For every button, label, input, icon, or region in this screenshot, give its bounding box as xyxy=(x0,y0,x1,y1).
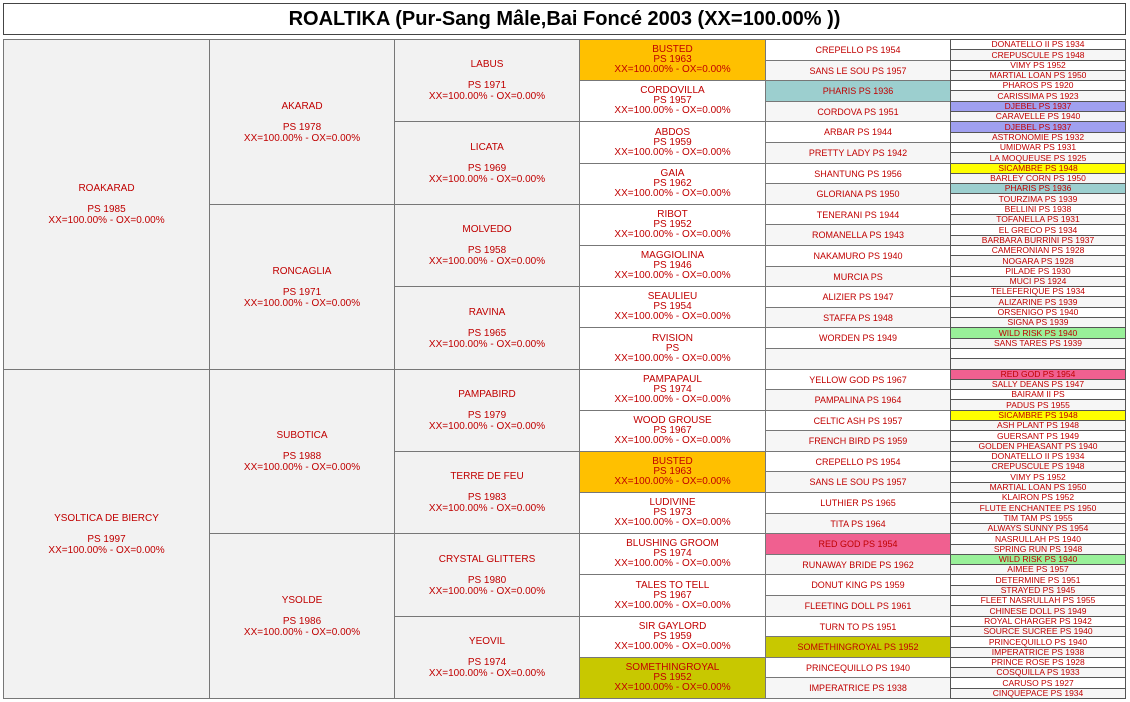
horse-cell-gen5[interactable] xyxy=(765,348,951,370)
horse-name: DJEBEL PS 1937 xyxy=(1004,101,1072,111)
horse-name: LICATA xyxy=(470,141,504,153)
horse-cell-gen4[interactable] xyxy=(579,286,766,328)
horse-name: DJEBEL PS 1937 xyxy=(1004,121,1072,132)
horse-name: CRYSTAL GLITTERS xyxy=(438,553,536,565)
horse-name: RVISION xyxy=(652,332,693,344)
horse-year: PS 1959 xyxy=(653,631,692,642)
horse-name: CARAVELLE PS 1940 xyxy=(995,111,1081,121)
horse-name: CAMERONIAN PS 1928 xyxy=(991,245,1085,255)
horse-percentage: XX=100.00% - OX=0.00% xyxy=(614,558,731,569)
horse-name: NASRULLAH PS 1940 xyxy=(995,533,1081,544)
horse-cell-gen4[interactable] xyxy=(579,369,766,411)
horse-percentage: XX=100.00% - OX=0.00% xyxy=(614,270,731,281)
horse-percentage: XX=100.00% - OX=0.00% xyxy=(243,297,361,309)
horse-year: PS 1962 xyxy=(653,178,692,189)
horse-name: LUTHIER PS 1965 xyxy=(820,498,896,508)
horse-cell-gen4[interactable] xyxy=(579,616,766,658)
horse-year: PS 1952 xyxy=(653,219,692,230)
horse-cell-gen1[interactable] xyxy=(3,369,210,699)
horse-cell-gen5[interactable] xyxy=(765,574,951,596)
horse-name: TERRE DE FEU xyxy=(450,471,524,482)
horse-year: PS 1952 xyxy=(653,672,692,683)
horse-name: EL GRECO PS 1934 xyxy=(998,224,1078,235)
horse-name: WILD RISK PS 1940 xyxy=(998,554,1078,564)
horse-name: PHARIS PS 1936 xyxy=(822,86,894,96)
horse-name: PHAROS PS 1920 xyxy=(1002,80,1074,90)
horse-name: GLORIANA PS 1950 xyxy=(816,189,900,199)
horse-name: ASTRONOMIE PS 1932 xyxy=(991,132,1085,142)
horse-name: MUCI PS 1924 xyxy=(1009,276,1067,286)
horse-year: PS 1971 xyxy=(282,286,322,298)
horse-name: LA MOQUEUSE PS 1925 xyxy=(989,152,1087,163)
horse-name: FRENCH BIRD PS 1959 xyxy=(808,436,908,446)
horse-name: ABDOS xyxy=(654,126,690,138)
horse-name: WORDEN PS 1949 xyxy=(818,333,898,343)
horse-percentage: XX=100.00% - OX=0.00% xyxy=(428,338,546,350)
horse-name: FLEETING DOLL PS 1961 xyxy=(804,601,912,611)
horse-year: PS 1988 xyxy=(282,451,322,462)
horse-cell-gen3[interactable] xyxy=(394,369,580,452)
horse-percentage: XX=100.00% - OX=0.00% xyxy=(614,311,731,322)
horse-name: RUNAWAY BRIDE PS 1962 xyxy=(802,559,914,570)
horse-name: PRETTY LADY PS 1942 xyxy=(808,148,908,158)
horse-name: ALIZIER PS 1947 xyxy=(822,292,894,302)
horse-percentage: XX=100.00% - OX=0.00% xyxy=(614,435,731,446)
horse-name: BUSTED xyxy=(652,44,693,55)
horse-cell-gen5[interactable] xyxy=(765,410,951,431)
horse-year: PS 1986 xyxy=(282,615,322,627)
horse-percentage: XX=100.00% - OX=0.00% xyxy=(243,132,361,144)
horse-name: NOGARA PS 1928 xyxy=(1002,255,1074,266)
horse-name: ALWAYS SUNNY PS 1954 xyxy=(987,523,1089,533)
horse-cell-gen5[interactable] xyxy=(765,245,951,267)
horse-name: DONATELLO II PS 1934 xyxy=(991,451,1085,461)
horse-cell-gen6[interactable] xyxy=(950,688,1126,699)
horse-name: SOMETHINGROYAL PS 1952 xyxy=(797,642,919,652)
horse-name: RONCAGLIA xyxy=(272,265,332,277)
horse-name: MARTIAL LOAN PS 1950 xyxy=(989,482,1087,492)
horse-name: TALES TO TELL xyxy=(635,579,710,591)
horse-percentage: XX=100.00% - OX=0.00% xyxy=(614,146,731,158)
horse-name: WOOD GROUSE xyxy=(633,415,712,426)
horse-name: TOURZIMA PS 1939 xyxy=(998,193,1078,204)
horse-name: ROAKARAD xyxy=(78,183,135,194)
horse-cell-gen4[interactable] xyxy=(579,657,766,699)
horse-name: AIMEE PS 1957 xyxy=(1007,564,1069,574)
horse-name: YSOLTICA DE BIERCY xyxy=(54,512,159,524)
horse-year: PS 1967 xyxy=(653,589,692,601)
horse-name: FLUTE ENCHANTEE PS 1950 xyxy=(979,502,1097,513)
horse-name: ROMANELLA PS 1943 xyxy=(811,230,905,240)
horse-year: PS 1974 xyxy=(653,384,692,395)
horse-cell-gen4[interactable] xyxy=(579,121,766,164)
horse-cell-gen5[interactable] xyxy=(765,163,951,184)
horse-percentage: XX=100.00% - OX=0.00% xyxy=(614,64,731,75)
horse-cell-gen5[interactable] xyxy=(765,39,951,61)
horse-name: SANS TARES PS 1939 xyxy=(993,338,1083,348)
horse-percentage: XX=100.00% - OX=0.00% xyxy=(614,641,731,652)
horse-cell-gen5[interactable] xyxy=(765,307,951,328)
horse-name: YELLOW GOD PS 1967 xyxy=(809,374,907,385)
horse-cell-gen1[interactable] xyxy=(3,39,210,370)
horse-cell-gen5[interactable] xyxy=(765,430,951,452)
horse-cell-gen3[interactable] xyxy=(394,616,580,699)
horse-name: LUDIVINE xyxy=(649,497,696,508)
horse-name: PADUS PS 1955 xyxy=(1006,399,1070,410)
horse-cell-gen5[interactable] xyxy=(765,369,951,390)
horse-name: SEAULIEU xyxy=(647,291,698,302)
horse-cell-gen4[interactable] xyxy=(579,574,766,617)
horse-name: TITA PS 1964 xyxy=(830,518,886,529)
horse-cell-gen5[interactable] xyxy=(765,60,951,81)
horse-name: MAGGIOLINA xyxy=(640,250,705,261)
horse-cell-gen5[interactable] xyxy=(765,533,951,555)
horse-percentage: XX=100.00% - OX=0.00% xyxy=(243,626,361,638)
horse-cell-gen5[interactable] xyxy=(765,327,951,349)
horse-name: CELTIC ASH PS 1957 xyxy=(813,415,903,426)
horse-percentage: XX=100.00% - OX=0.00% xyxy=(428,173,546,185)
horse-name: GOLDEN PHEASANT PS 1940 xyxy=(978,441,1098,451)
horse-name: VIMY PS 1952 xyxy=(1010,471,1066,482)
horse-name: UMIDWAR PS 1931 xyxy=(999,142,1077,152)
horse-percentage: XX=100.00% - OX=0.00% xyxy=(48,544,165,556)
horse-cell-gen5[interactable] xyxy=(765,451,951,472)
horse-cell-gen4[interactable] xyxy=(579,204,766,246)
horse-name: VIMY PS 1952 xyxy=(1010,60,1066,70)
horse-cell-gen5[interactable] xyxy=(765,204,951,225)
horse-name: RIBOT xyxy=(657,209,688,220)
horse-percentage: XX=100.00% - OX=0.00% xyxy=(428,668,546,679)
horse-cell-gen5[interactable] xyxy=(765,595,951,617)
horse-cell-gen5[interactable] xyxy=(765,657,951,678)
horse-percentage: XX=100.00% - OX=0.00% xyxy=(614,394,731,405)
horse-year: PS 1963 xyxy=(653,54,692,65)
horse-cell-gen3[interactable] xyxy=(394,451,580,534)
horse-percentage: XX=100.00% - OX=0.00% xyxy=(243,462,361,473)
horse-name: IMPERATRICE PS 1938 xyxy=(991,647,1085,657)
horse-name: MURCIA PS xyxy=(833,271,883,282)
horse-year: PS 1957 xyxy=(653,95,692,106)
horse-percentage: XX=100.00% - OX=0.00% xyxy=(428,585,546,597)
horse-year: PS 1971 xyxy=(467,80,507,91)
horse-cell-gen3[interactable] xyxy=(394,533,580,617)
horse-name: CINQUEPACE PS 1934 xyxy=(992,688,1084,698)
horse-year: PS 1963 xyxy=(653,466,692,477)
horse-name: TENERANI PS 1944 xyxy=(816,209,900,220)
horse-percentage: XX=100.00% - OX=0.00% xyxy=(428,256,546,267)
horse-name: ORSENIGO PS 1940 xyxy=(997,307,1079,317)
horse-percentage: XX=100.00% - OX=0.00% xyxy=(614,105,731,116)
horse-name: PILADE PS 1930 xyxy=(1005,266,1071,276)
horse-cell-gen3[interactable] xyxy=(394,204,580,287)
horse-year: PS 1974 xyxy=(653,548,692,559)
horse-name: COSQUILLA PS 1933 xyxy=(996,667,1080,677)
horse-name: CORDOVILLA xyxy=(640,85,705,96)
horse-name: CREPUSCULE PS 1948 xyxy=(991,461,1085,471)
horse-name: SICAMBRE PS 1948 xyxy=(998,410,1078,420)
horse-name: RED GOD PS 1954 xyxy=(818,539,898,549)
horse-name: BARBARA BURRINI PS 1937 xyxy=(981,235,1095,245)
horse-name: PRINCE ROSE PS 1928 xyxy=(991,657,1085,667)
horse-year: PS 1954 xyxy=(653,301,692,312)
horse-cell-gen5[interactable] xyxy=(765,224,951,246)
horse-name: PRINCEQUILLO PS 1940 xyxy=(988,636,1088,647)
horse-cell-gen3[interactable] xyxy=(394,39,580,122)
horse-name: DONATELLO II PS 1934 xyxy=(991,39,1085,49)
horse-name: PAMPAPAUL xyxy=(643,374,702,385)
horse-name: CORDOVA PS 1951 xyxy=(817,106,899,117)
horse-name: DETERMINE PS 1951 xyxy=(995,574,1081,585)
horse-name: PAMPABIRD xyxy=(458,389,516,400)
horse-cell-gen4[interactable] xyxy=(579,245,766,287)
horse-percentage: XX=100.00% - OX=0.00% xyxy=(614,229,731,240)
horse-percentage: XX=100.00% - OX=0.00% xyxy=(428,421,546,432)
horse-name: ROYAL CHARGER PS 1942 xyxy=(984,616,1092,626)
horse-year: PS 1965 xyxy=(467,327,507,339)
horse-cell-gen5[interactable] xyxy=(765,616,951,637)
horse-name: TOFANELLA PS 1931 xyxy=(996,214,1080,224)
horse-percentage: XX=100.00% - OX=0.00% xyxy=(428,91,546,102)
horse-cell-gen5[interactable] xyxy=(765,389,951,411)
horse-cell-gen5[interactable] xyxy=(765,636,951,658)
horse-year: PS 1946 xyxy=(653,260,692,271)
horse-name: TIM TAM PS 1955 xyxy=(1003,513,1073,523)
horse-name: FLEET NASRULLAH PS 1955 xyxy=(980,595,1096,605)
horse-name: CHINESE DOLL PS 1949 xyxy=(989,605,1087,616)
horse-name: TELEFERIQUE PS 1934 xyxy=(990,286,1085,296)
horse-cell-gen5[interactable] xyxy=(765,554,951,575)
horse-cell-gen5[interactable] xyxy=(765,101,951,122)
horse-name: CREPELLO PS 1954 xyxy=(815,456,901,467)
horse-name: IMPERATRICE PS 1938 xyxy=(809,683,907,693)
horse-name: SICAMBRE PS 1948 xyxy=(998,163,1078,173)
horse-cell-gen4[interactable] xyxy=(579,39,766,81)
horse-name: RAVINA xyxy=(468,306,506,318)
horse-name: BAIRAM II PS xyxy=(1011,389,1065,399)
horse-year: PS 1980 xyxy=(467,574,507,586)
horse-cell-gen5[interactable] xyxy=(765,183,951,205)
horse-name: MARTIAL LOAN PS 1950 xyxy=(989,70,1087,80)
horse-cell-gen5[interactable] xyxy=(765,121,951,143)
horse-year: PS 1985 xyxy=(87,204,126,215)
horse-year: PS 1974 xyxy=(467,657,507,668)
horse-name: SANS LE SOU PS 1957 xyxy=(809,477,907,487)
horse-name: BELLINI PS 1938 xyxy=(1004,204,1072,214)
horse-year: PS 1969 xyxy=(467,162,507,174)
horse-percentage: XX=100.00% - OX=0.00% xyxy=(614,682,731,693)
horse-name: BARLEY CORN PS 1950 xyxy=(990,173,1086,183)
horse-percentage: XX=100.00% - OX=0.00% xyxy=(428,503,546,514)
horse-name: PRINCEQUILLO PS 1940 xyxy=(805,662,911,673)
horse-year: PS xyxy=(665,342,680,354)
horse-name: BUSTED xyxy=(652,456,693,467)
horse-cell-gen2[interactable] xyxy=(209,533,395,699)
horse-name: PHARIS PS 1936 xyxy=(1004,183,1072,193)
horse-cell-gen2[interactable] xyxy=(209,204,395,370)
horse-cell-gen5[interactable] xyxy=(765,80,951,102)
horse-percentage: XX=100.00% - OX=0.00% xyxy=(48,215,165,226)
horse-cell-gen4[interactable] xyxy=(579,327,766,370)
horse-percentage: XX=100.00% - OX=0.00% xyxy=(614,517,731,528)
horse-name: SHANTUNG PS 1956 xyxy=(814,168,902,179)
horse-name: PAMPALINA PS 1964 xyxy=(814,395,902,405)
horse-cell-gen4[interactable] xyxy=(579,451,766,493)
horse-percentage: XX=100.00% - OX=0.00% xyxy=(614,188,731,199)
horse-cell-gen5[interactable] xyxy=(765,513,951,534)
horse-year: PS 1983 xyxy=(467,492,507,503)
horse-name: ASH PLANT PS 1948 xyxy=(996,420,1080,430)
horse-name: STAFFA PS 1948 xyxy=(823,312,893,323)
horse-name: SANS LE SOU PS 1957 xyxy=(809,65,907,76)
horse-cell-gen4[interactable] xyxy=(579,410,766,452)
horse-cell-gen4[interactable] xyxy=(579,80,766,122)
horse-name: SOURCE SUCREE PS 1940 xyxy=(983,626,1093,636)
horse-cell-gen5[interactable] xyxy=(765,142,951,164)
horse-name: YSOLDE xyxy=(281,594,323,606)
horse-name: SOMETHINGROYAL xyxy=(625,662,720,673)
horse-cell-gen4[interactable] xyxy=(579,163,766,205)
horse-cell-gen5[interactable] xyxy=(765,266,951,287)
horse-year: PS 1973 xyxy=(653,507,692,518)
horse-cell-gen4[interactable] xyxy=(579,533,766,575)
horse-name: SIGNA PS 1939 xyxy=(1007,317,1069,327)
horse-cell-gen5[interactable] xyxy=(765,471,951,493)
horse-name: CREPUSCULE PS 1948 xyxy=(991,49,1085,60)
horse-cell-gen3[interactable] xyxy=(394,286,580,370)
horse-name: YEOVIL xyxy=(468,636,506,647)
horse-cell-gen2[interactable] xyxy=(209,369,395,534)
horse-cell-gen4[interactable] xyxy=(579,492,766,534)
horse-name: CARUSO PS 1927 xyxy=(1002,677,1074,688)
horse-name: MOLVEDO xyxy=(462,224,512,235)
horse-name: STRAYED PS 1945 xyxy=(1000,585,1076,595)
horse-percentage: XX=100.00% - OX=0.00% xyxy=(614,352,731,364)
horse-name: SIR GAYLORD xyxy=(638,621,707,632)
horse-cell-gen2[interactable] xyxy=(209,39,395,205)
horse-cell-gen5[interactable] xyxy=(765,492,951,514)
horse-year: PS 1967 xyxy=(653,425,692,436)
horse-name: ARBAR PS 1944 xyxy=(823,127,893,137)
horse-year: PS 1958 xyxy=(467,245,507,256)
horse-name: SPRING RUN PS 1948 xyxy=(993,544,1083,554)
horse-name: WILD RISK PS 1940 xyxy=(998,327,1078,338)
horse-cell-gen3[interactable] xyxy=(394,121,580,205)
horse-percentage: XX=100.00% - OX=0.00% xyxy=(614,476,731,487)
horse-name: LABUS xyxy=(470,59,504,70)
horse-name: SALLY DEANS PS 1947 xyxy=(991,379,1085,389)
horse-name: ALIZARINE PS 1939 xyxy=(998,296,1078,307)
horse-cell-gen5[interactable] xyxy=(765,677,951,699)
horse-year: PS 1979 xyxy=(467,410,507,421)
horse-name: GUERSANT PS 1949 xyxy=(996,430,1080,441)
horse-name: KLAIRON PS 1952 xyxy=(1001,492,1075,502)
horse-name: BLUSHING GROOM xyxy=(626,538,719,549)
horse-year: PS 1997 xyxy=(87,533,126,545)
horse-name: DONUT KING PS 1959 xyxy=(811,580,905,590)
horse-year: PS 1978 xyxy=(282,121,322,133)
horse-name: NAKAMURO PS 1940 xyxy=(813,251,903,261)
horse-name: TURN TO PS 1951 xyxy=(819,621,897,632)
horse-name: CREPELLO PS 1954 xyxy=(815,45,901,55)
horse-year: PS 1959 xyxy=(653,136,692,148)
horse-name: SUBOTICA xyxy=(276,430,328,441)
horse-cell-gen5[interactable] xyxy=(765,286,951,308)
horse-name: CARISSIMA PS 1923 xyxy=(997,90,1079,101)
page-title: ROALTIKA (Pur-Sang Mâle,Bai Foncé 2003 (XX=100.00% )) xyxy=(3,3,1126,35)
horse-name: AKARAD xyxy=(281,100,323,112)
horse-name: GAIA xyxy=(660,168,685,179)
horse-name: RED GOD PS 1954 xyxy=(1000,369,1076,379)
horse-percentage: XX=100.00% - OX=0.00% xyxy=(614,599,731,611)
